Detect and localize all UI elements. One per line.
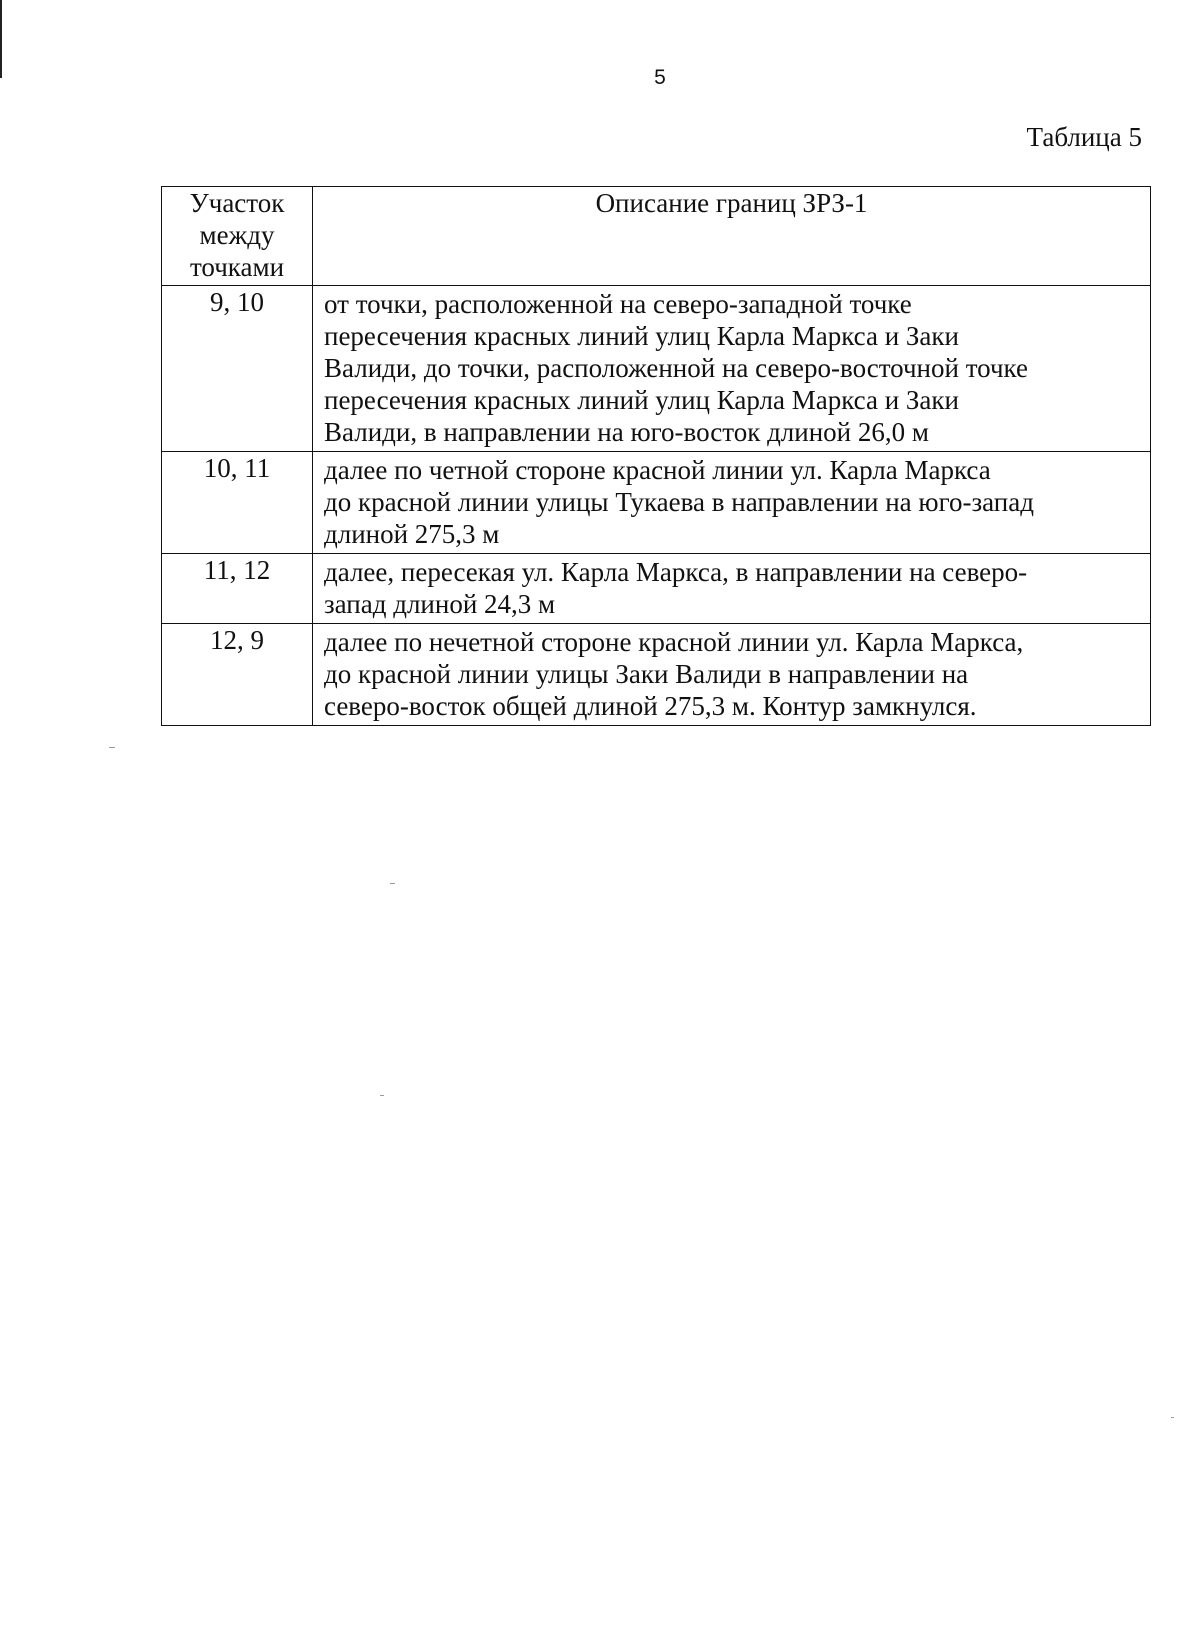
header-segment-line: точками bbox=[189, 252, 285, 282]
scan-speck bbox=[109, 747, 115, 748]
scan-speck bbox=[380, 1095, 384, 1096]
row-segment: 9, 10 bbox=[162, 286, 313, 452]
description-line: запад длиной 24,3 м bbox=[324, 589, 556, 619]
description-line: северо-восток общей длиной 275,3 м. Контур замкнулся. bbox=[324, 691, 977, 721]
row-description bbox=[313, 286, 1151, 452]
table-row bbox=[162, 286, 1151, 452]
header-segment-line: между bbox=[199, 220, 275, 250]
row-description bbox=[313, 554, 1151, 624]
table-row bbox=[162, 624, 1151, 726]
description-line: до красной линии улицы Заки Валиди в направлении на bbox=[324, 659, 969, 689]
description-line: до красной линии улицы Тукаева в направлении на юго-запад bbox=[324, 487, 1034, 517]
description-line: от точки, расположенной на северо-западной точке bbox=[324, 289, 912, 319]
description-line: Валиди, до точки, расположенной на северо-восточной точке bbox=[324, 353, 1028, 383]
description-line: длиной 275,3 м bbox=[324, 519, 500, 549]
page-number: 5 bbox=[654, 66, 666, 89]
row-segment: 10, 11 bbox=[162, 452, 313, 554]
description-line: Валиди, в направлении на юго-восток длиной 26,0 м bbox=[324, 417, 929, 447]
table-header-row bbox=[162, 187, 1151, 286]
header-segment bbox=[162, 187, 313, 286]
table-row bbox=[162, 452, 1151, 554]
header-segment-line: Участок bbox=[189, 188, 285, 218]
header-description: Описание границ ЗРЗ-1 bbox=[313, 187, 1151, 286]
row-description bbox=[313, 452, 1151, 554]
description-line: далее по нечетной стороне красной линии ул. Карла Маркса, bbox=[324, 627, 1024, 657]
scan-speck bbox=[1171, 1417, 1174, 1418]
table-row bbox=[162, 554, 1151, 624]
scan-speck bbox=[390, 883, 395, 884]
row-segment: 11, 12 bbox=[162, 554, 313, 624]
table-caption: Таблица 5 bbox=[1026, 122, 1142, 152]
description-line: пересечения красных линий улиц Карла Маркса и Заки bbox=[324, 321, 959, 351]
row-description bbox=[313, 624, 1151, 726]
description-line: пересечения красных линий улиц Карла Маркса и Заки bbox=[324, 385, 959, 415]
description-line: далее по четной стороне красной линии ул. Карла Маркса bbox=[324, 455, 991, 485]
boundary-table bbox=[161, 186, 1151, 726]
description-line: далее, пересекая ул. Карла Маркса, в направлении на северо- bbox=[324, 557, 1028, 587]
row-segment: 12, 9 bbox=[162, 624, 313, 726]
